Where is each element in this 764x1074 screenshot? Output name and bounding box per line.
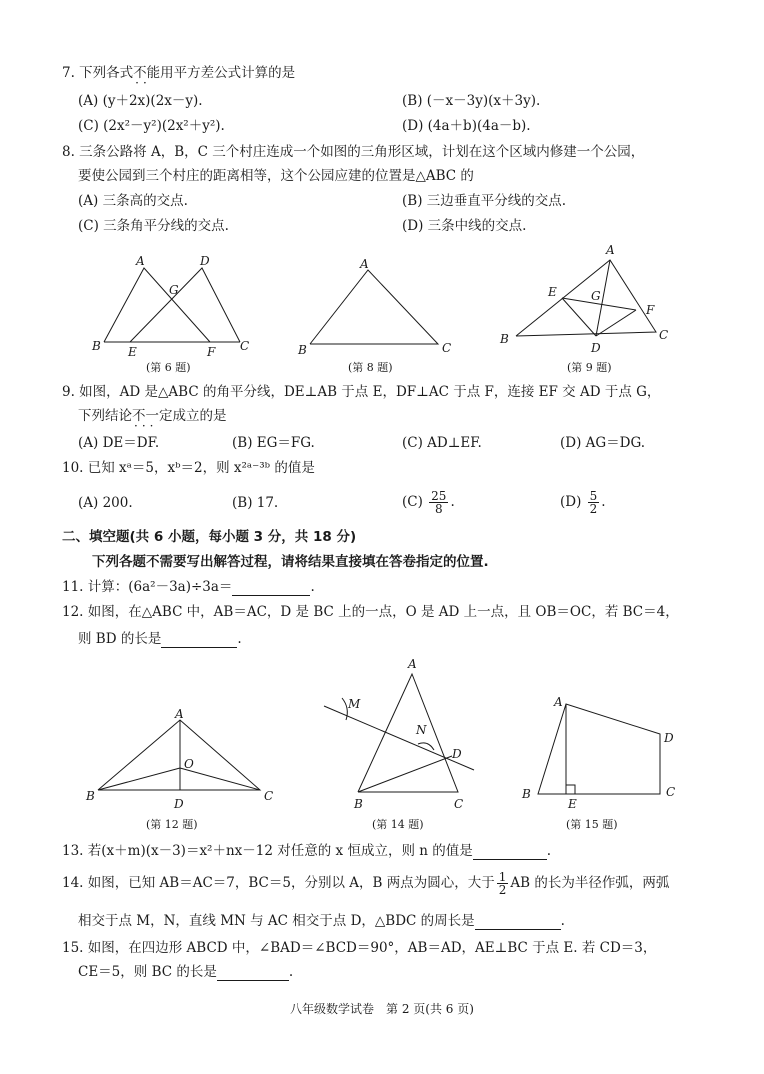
fig12-label-c: C xyxy=(264,789,274,803)
figure-9 xyxy=(496,240,676,360)
fig8-label-b: B xyxy=(298,343,307,357)
fig14-label-c: C xyxy=(454,797,464,811)
fig14-arc-n xyxy=(418,743,434,750)
q8-stem-line2: 要使公园到三个村庄的距离相等，这个公园应建的位置是△ABC 的 xyxy=(78,168,474,184)
section-title: 二、填空题(共 6 小题，每小题 3 分，共 18 分) xyxy=(62,529,357,545)
figure-8 xyxy=(290,252,465,360)
fig9-segment-fd xyxy=(596,310,636,336)
q7-option-b: (B) (－x－3y)(x＋3y). xyxy=(402,93,541,109)
fig14-arc-m xyxy=(342,698,347,720)
q10-option-b: (B) 17. xyxy=(232,495,279,511)
q9-option-a: (A) DE＝DF. xyxy=(78,435,160,451)
fig6-label-b: B xyxy=(92,339,101,353)
q8-option-b: (B) 三边垂直平分线的交点. xyxy=(402,193,567,209)
q10-option-d: (D) $\frac{5}{2}$ . xyxy=(560,489,606,516)
text-fragment: . xyxy=(546,843,552,859)
fig12-label-b: B xyxy=(86,789,95,803)
q15-stem-line1: 15. 如图，在四边形 ABCD 中，∠BAD＝∠BCD＝90°，AB＝AD，AE⊥BC 于点 E. 若 CD＝3， xyxy=(62,940,657,956)
fig15-label-c: C xyxy=(666,785,676,799)
fig12-label-o: O xyxy=(184,757,194,771)
q8-stem-line1: 8. 三条公路将 A，B，C 三个村庄连成一个如图的三角形区域，计划在这个区域内修建一个公园， xyxy=(62,144,645,160)
q10-option-a: (A) 200. xyxy=(78,495,133,511)
figure-12 xyxy=(82,700,282,815)
text-fragment: (D) xyxy=(560,494,582,510)
emphasis-dots: 不能 ·· xyxy=(133,65,160,81)
figure-14 xyxy=(318,652,488,812)
fig8-triangle xyxy=(310,270,438,344)
fig6-triangle-dec xyxy=(130,268,240,342)
fig6-caption: (第 6 题) xyxy=(146,361,191,374)
q9-stem-line2 xyxy=(78,407,227,425)
q14-stem-line1 xyxy=(62,868,669,898)
fig15-label-a: A xyxy=(554,695,563,709)
text-fragment: 2 xyxy=(498,883,507,897)
fig15-label-b: B xyxy=(522,787,531,801)
fig6-label-g: G xyxy=(169,283,179,297)
fig12-label-d: D xyxy=(174,797,184,811)
fraction xyxy=(497,871,509,896)
text-fragment: . xyxy=(310,579,315,595)
text-fragment: 11. 计算：(6a²－3a)÷3a＝ xyxy=(62,579,233,595)
figure-6 xyxy=(90,252,260,360)
fig14-triangle xyxy=(358,674,458,792)
q7-stem xyxy=(62,64,295,82)
answer-blank[interactable] xyxy=(232,581,310,596)
text-fragment: . xyxy=(560,913,565,929)
q14-stem-line2 xyxy=(78,912,565,930)
text-fragment: 25 xyxy=(431,489,447,503)
q7-option-c: (C) (2x²－y²)(2x²＋y²). xyxy=(78,118,225,134)
q9-option-d: (D) AG＝DG. xyxy=(560,435,646,451)
fig14-label-b: B xyxy=(354,797,363,811)
fig6-label-e: E xyxy=(128,345,137,359)
fig9-label-c: C xyxy=(659,328,669,342)
text-fragment: (C) xyxy=(402,494,423,510)
text-fragment: . xyxy=(288,964,294,980)
q12-stem-line2 xyxy=(78,630,242,648)
fig15-quadrilateral xyxy=(538,704,660,794)
text-fragment: CE＝5，则 BC 的长是 xyxy=(78,964,217,980)
fig9-caption: (第 9 题) xyxy=(567,361,612,374)
fig8-label-a: A xyxy=(360,257,369,271)
fig14-label-a: A xyxy=(408,657,417,671)
q15-stem-line2 xyxy=(78,963,293,981)
fig12-triangle xyxy=(98,720,260,790)
q7-option-a: (A) (y＋2x)(2x－y). xyxy=(78,93,203,109)
fraction xyxy=(429,490,448,515)
answer-blank[interactable] xyxy=(475,915,561,930)
fig15-label-d: D xyxy=(664,731,674,745)
page-footer: 八年级数学试卷 第 2 页(共 6 页) xyxy=(290,1002,474,1016)
q13-stem xyxy=(62,842,551,860)
fig14-caption: (第 14 题) xyxy=(372,818,424,831)
fig14-label-n: N xyxy=(416,723,427,737)
fig14-label-m: M xyxy=(348,697,361,711)
fig15-right-angle-mark xyxy=(566,785,575,794)
text-fragment: 8 xyxy=(434,502,443,516)
fig9-label-f: F xyxy=(646,303,655,317)
answer-blank[interactable] xyxy=(217,966,289,981)
text-fragment: 13. 若(x＋m)(x－3)＝x²＋nx－12 对任意的 x 恒成立，则 n 的值是 xyxy=(62,843,473,859)
text-fragment: 相交于点 M，N，直线 MN 与 AC 相交于点 D，△BDC 的周长是 xyxy=(78,913,475,929)
fig6-triangle-abf xyxy=(104,268,210,342)
fig9-segment-ed xyxy=(562,298,596,336)
text-fragment: 则 BD 的长是 xyxy=(78,631,162,647)
section-instruction: 下列各题不需要写出解答过程，请将结果直接填在答卷指定的位置. xyxy=(92,554,489,570)
fig6-label-c: C xyxy=(240,339,250,353)
fig12-label-a: A xyxy=(175,707,184,721)
q8-option-c: (C) 三条角平分线的交点. xyxy=(78,218,229,234)
emphasis-dots: 不一定 ··· xyxy=(132,408,173,424)
fig8-label-c: C xyxy=(442,341,452,355)
fig6-label-a: A xyxy=(136,254,145,268)
answer-blank[interactable] xyxy=(473,845,547,860)
figure-15 xyxy=(512,690,692,812)
text-fragment: 1 xyxy=(498,870,507,884)
fig15-caption: (第 15 题) xyxy=(566,818,618,831)
q12-stem-line1: 12. 如图，在△ABC 中，AB＝AC，D 是 BC 上的一点，O 是 AD 上一点，且 OB＝OC，若 BC＝4， xyxy=(62,604,679,620)
answer-blank[interactable] xyxy=(161,633,237,648)
text-fragment: AB 的长为半径作弧，两弧 xyxy=(510,875,670,891)
q7-option-d: (D) (4a＋b)(4a－b). xyxy=(402,118,531,134)
text-fragment: . xyxy=(237,631,242,647)
text-fragment: 下列结论 xyxy=(78,408,132,424)
q8-option-a: (A) 三条高的交点. xyxy=(78,193,188,209)
q8-option-d: (D) 三条中线的交点. xyxy=(402,218,527,234)
text-fragment: 2 xyxy=(589,502,598,516)
fig9-label-a: A xyxy=(606,243,615,257)
fig8-caption: (第 8 题) xyxy=(348,361,393,374)
text-fragment: 14. 如图，已知 AB＝AC＝7，BC＝5，分别以 A，B 两点为圆心，大于 xyxy=(62,875,495,891)
fig15-label-e: E xyxy=(568,797,577,811)
q9-option-c: (C) AD⊥EF. xyxy=(402,435,482,451)
q10-stem: 10. 已知 xᵃ＝5，xᵇ＝2，则 x²ᵃ⁻³ᵇ 的值是 xyxy=(62,460,315,476)
fig9-label-d: D xyxy=(591,341,601,355)
fig6-label-f: F xyxy=(207,345,216,359)
fig6-label-d: D xyxy=(200,254,210,268)
q11-stem xyxy=(62,578,315,596)
q9-option-b: (B) EG＝FG. xyxy=(232,435,315,451)
q10-option-c: (C) $\frac{25}{8}$ . xyxy=(402,489,455,516)
fraction xyxy=(588,490,600,515)
fig9-label-g: G xyxy=(591,289,601,303)
fig9-label-b: B xyxy=(500,332,509,346)
fig9-label-e: E xyxy=(548,285,557,299)
text-fragment: 7. 下列各式 xyxy=(62,65,134,81)
text-fragment: 用平方差公式计算的是 xyxy=(160,65,296,81)
fig12-caption: (第 12 题) xyxy=(146,818,198,831)
text-fragment: 5 xyxy=(589,489,598,503)
q9-stem-line1: 9. 如图，AD 是△ABC 的角平分线，DE⊥AB 于点 E，DF⊥AC 于点 F，连接 EF 交 AD 于点 G， xyxy=(62,384,661,400)
text-fragment: 成立的是 xyxy=(172,408,227,424)
fig14-label-d: D xyxy=(452,747,462,761)
